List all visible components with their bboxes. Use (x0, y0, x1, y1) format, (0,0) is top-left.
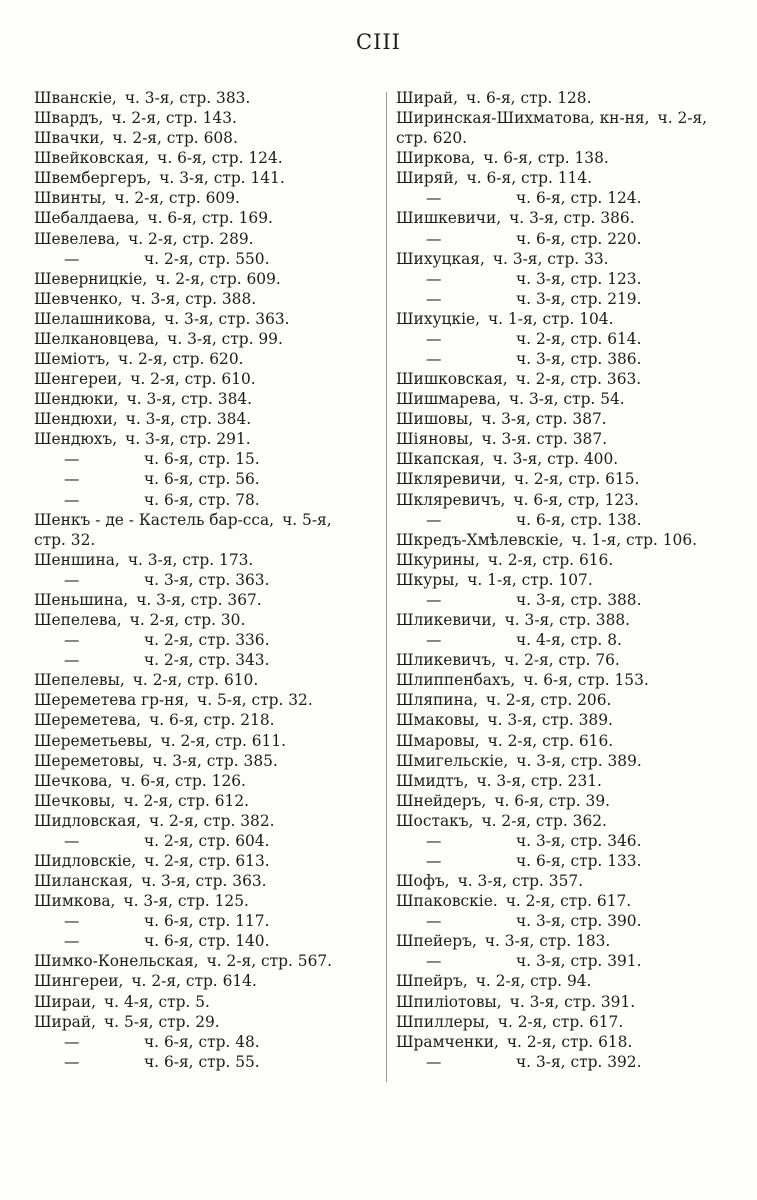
entry-name: Шкляревичъ, (396, 490, 506, 509)
entry-name: Шечкова, (34, 771, 113, 790)
entry-reference: ч. 2-я, стр. 343. (144, 651, 270, 670)
entry-name: Шпейръ, (396, 972, 468, 991)
entry-reference: ч. 2-я, стр. 617. (505, 892, 632, 911)
index-entry (396, 188, 741, 208)
entry-name: стр. 32. (34, 530, 96, 549)
continuation-dash: — (426, 952, 442, 971)
index-entry (34, 530, 379, 550)
entry-reference: ч. 3-я. стр. 387. (481, 430, 608, 449)
entry-name: Шеверницкіе, (34, 269, 148, 288)
entry-reference: ч. 3-я, стр. 363. (144, 570, 270, 589)
entry-name: Шкурины, (396, 550, 480, 569)
entry-name: Шишовы, (396, 410, 474, 429)
entry-name: Шофъ, (396, 872, 450, 891)
entry-reference: ч. 2-я, стр. 612. (123, 791, 250, 810)
entry-name: Шевелева, (34, 229, 121, 248)
entry-name: Шишкевичи, (396, 209, 502, 228)
entry-reference: ч. 2-я, стр. 617. (497, 1012, 624, 1031)
entry-reference: ч. 5-я, стр. 32. (197, 691, 313, 710)
entry-reference: ч. 3-я, стр. 388. (504, 611, 631, 630)
continuation-dash: — (64, 831, 80, 850)
entry-name: Шереметовы, (34, 751, 145, 770)
entry-reference: ч. 3-я, стр. 363. (141, 872, 267, 891)
entry-name: Ширкова, (396, 149, 476, 168)
entry-reference: ч. 3-я, стр. 389. (487, 711, 613, 730)
index-entry (34, 590, 379, 610)
entry-name: Шпиліотовы, (396, 992, 502, 1011)
entry-reference: ч. 3-я, стр. 391. (516, 952, 642, 971)
entry-reference: ч. 6-я, стр. 218. (149, 711, 275, 730)
index-entry (396, 108, 741, 128)
index-entry (34, 168, 379, 188)
index-entry (396, 791, 741, 811)
entry-name: Шванскіе, (34, 89, 117, 107)
entry-reference: ч. 6-я, стр. 126. (120, 771, 246, 790)
entry-name: Шмигельскіе, (396, 751, 509, 770)
entry-name: Шечковы, (34, 791, 116, 810)
entry-name: Шляпина, (396, 691, 478, 710)
index-entry (34, 971, 379, 991)
index-entry (34, 1052, 379, 1072)
entry-reference: ч. 2-я, стр. 618. (506, 1032, 633, 1051)
entry-reference: ч. 3-я, стр. 183. (484, 932, 611, 951)
continuation-dash: — (426, 831, 442, 850)
continuation-dash: — (426, 289, 442, 308)
entry-reference: ч. 3-я, стр. 385. (152, 751, 278, 770)
entry-reference: ч. 3-я, стр. 125. (123, 892, 249, 911)
entry-reference: ч. 3-я, стр. 387. (481, 410, 607, 429)
entry-name: стр. 620. (396, 129, 468, 148)
entry-name: Шмаровы, (396, 731, 480, 750)
entry-reference: ч. 6-я, стр. 153. (523, 671, 649, 690)
entry-reference: ч. 2-я, стр. 30. (129, 611, 246, 630)
index-entry (34, 831, 379, 851)
entry-reference: ч. 2-я, стр. 76. (504, 651, 620, 670)
index-entry (34, 1032, 379, 1052)
entry-reference: ч. 6-я, стр. 48. (144, 1032, 260, 1051)
index-entry (34, 791, 379, 811)
entry-name: Швейковская, (34, 149, 150, 168)
index-entry (396, 751, 741, 771)
continuation-dash: — (64, 450, 80, 469)
index-entry (34, 208, 379, 228)
index-entry (396, 590, 741, 610)
entry-reference: ч. 2-я, стр. 616. (487, 550, 614, 569)
index-entry (34, 289, 379, 309)
index-entry (396, 289, 741, 309)
index-entry (396, 128, 741, 148)
continuation-dash: — (426, 590, 442, 609)
entry-reference: ч. 3-я, стр. 99. (167, 329, 283, 348)
entry-name: Шереметьевы, (34, 731, 153, 750)
index-entry (34, 108, 379, 128)
entry-name: Шепелевы, (34, 671, 125, 690)
entry-reference: ч. 3-я, стр. 291. (125, 430, 251, 449)
index-entry (396, 1012, 741, 1032)
entry-name: Швинты, (34, 189, 107, 208)
index-entry (34, 229, 379, 249)
index-entry (34, 88, 379, 108)
entry-reference: ч. 2-я, стр. 610. (132, 671, 259, 690)
index-entry (34, 670, 379, 690)
index-entry (396, 610, 741, 630)
index-entry (396, 449, 741, 469)
index-entry (396, 389, 741, 409)
entry-name: Шпиллеры, (396, 1012, 490, 1031)
index-entry (34, 751, 379, 771)
index-entry (396, 731, 741, 751)
entry-reference: ч. 3-я, стр. 141. (159, 169, 285, 188)
entry-name: Шликевичъ, (396, 651, 497, 670)
entry-reference: ч. 6-я, стр. 128. (466, 89, 592, 107)
index-entry (34, 449, 379, 469)
continuation-dash: — (64, 470, 80, 489)
entry-name: Ширай, (396, 89, 458, 107)
entry-name: Шимкова, (34, 892, 116, 911)
entry-reference: ч. 2-я, стр. 611. (160, 731, 287, 750)
entry-reference: ч. 3-я, стр. 384. (125, 410, 252, 429)
entry-reference: ч. 6-я, стр. 39. (494, 791, 611, 810)
entry-name: Шендюхи, (34, 410, 118, 429)
index-entry (396, 469, 741, 489)
continuation-dash: — (64, 1052, 80, 1071)
entry-name: Шираи, (34, 992, 96, 1011)
index-entry (34, 992, 379, 1012)
entry-reference: ч. 3-я, стр. 400. (492, 450, 619, 469)
entry-reference: ч. 1-я, стр. 106. (571, 530, 698, 549)
index-entry (396, 530, 741, 550)
continuation-dash: — (426, 269, 442, 288)
continuation-dash: — (426, 510, 442, 529)
index-entry (396, 670, 741, 690)
entry-reference: ч. 6-я, стр. 138. (516, 510, 642, 529)
entry-name: Шкуры, (396, 570, 460, 589)
entry-name: Шпейеръ, (396, 932, 477, 951)
index-entry (34, 469, 379, 489)
entry-reference: ч. 3-я, стр. 367. (136, 590, 262, 609)
entry-reference: ч. 2-я, стр. 614. (131, 972, 257, 991)
index-entry (34, 490, 379, 510)
entry-reference: ч. 2-я, стр. 620. (118, 350, 244, 369)
entry-name: Шихуцкая, (396, 249, 485, 268)
entry-name: Шепелева, (34, 611, 122, 630)
index-entry (34, 911, 379, 931)
index-entry (34, 329, 379, 349)
entry-reference: ч. 6-я, стр. 124. (157, 149, 283, 168)
index-entry (396, 490, 741, 510)
entry-reference: ч. 2-я, стр. 610. (130, 370, 256, 389)
entry-reference: ч. 2-я, стр. 206. (485, 691, 612, 710)
continuation-dash: — (426, 189, 442, 208)
entry-reference: ч. 6-я, стр. 133. (516, 851, 642, 870)
entry-name: Шелашникова, (34, 309, 157, 328)
index-entry (396, 811, 741, 831)
index-entry (396, 329, 741, 349)
entry-name: Шеміотъ, (34, 350, 111, 369)
index-entry (34, 570, 379, 590)
entry-name: Шкляревичи, (396, 470, 506, 489)
page-number: CIII (356, 30, 401, 54)
entry-name: Ширяй, (396, 169, 459, 188)
index-entry (34, 550, 379, 570)
entry-reference: ч. 3-я, стр. 390. (516, 912, 642, 931)
entry-reference: ч. 3-я, стр. 363. (164, 309, 290, 328)
entry-reference: ч. 6-я, стр. 220. (516, 229, 642, 248)
index-entry (34, 731, 379, 751)
entry-reference: ч. 4-я, стр. 8. (516, 631, 622, 650)
entry-name: Шенгереи, (34, 370, 123, 389)
index-entry (396, 349, 741, 369)
entry-reference: ч. 2-я, стр. 613. (144, 851, 270, 870)
entry-reference: ч. 2-я, стр. 94. (475, 972, 592, 991)
entry-name: Шевченко, (34, 289, 123, 308)
continuation-dash: — (426, 851, 442, 870)
index-entry (34, 188, 379, 208)
entry-name: Шидловская, (34, 811, 142, 830)
entry-reference: ч. 3-я, стр. 386. (509, 209, 635, 228)
entry-reference: ч. 6-я, стр. 114. (466, 169, 593, 188)
continuation-dash: — (64, 651, 80, 670)
column-divider (386, 92, 387, 1082)
index-entry (396, 269, 741, 289)
entry-reference: ч. 2-я, стр. 615. (513, 470, 640, 489)
index-entry (396, 249, 741, 269)
entry-name: Шиланская, (34, 872, 134, 891)
index-entry (34, 510, 379, 530)
entry-reference: ч. 3-я, стр. 388. (516, 590, 642, 609)
entry-name: Шпаковскіе. (396, 892, 498, 911)
index-entry (396, 88, 741, 108)
index-entry (34, 771, 379, 791)
entry-name: Ширай, (34, 1012, 96, 1031)
index-entry (34, 128, 379, 148)
continuation-dash: — (64, 249, 80, 268)
entry-name: Шимко-Конельская, (34, 952, 199, 971)
index-entry (34, 851, 379, 871)
entry-reference: ч. 3-я, стр. 388. (130, 289, 257, 308)
entry-reference: ч. 6-я, стр. 56. (144, 470, 260, 489)
continuation-dash: — (64, 490, 80, 509)
entry-name: Шнейдеръ, (396, 791, 487, 810)
entry-name: Шеншина, (34, 550, 120, 569)
entry-reference: ч. 2-я, стр. 289. (128, 229, 254, 248)
entry-reference: ч. 2-я, (657, 109, 708, 128)
index-entry (396, 148, 741, 168)
index-entry (396, 992, 741, 1012)
entry-name: Шмидтъ, (396, 771, 469, 790)
continuation-dash: — (64, 570, 80, 589)
entry-name: Шингереи, (34, 972, 124, 991)
entry-reference: ч. 3-я, стр. 219. (516, 289, 642, 308)
entry-reference: ч. 6-я, стр. 15. (144, 450, 260, 469)
continuation-dash: — (426, 229, 442, 248)
entry-name: Шенкъ - де - Кастель бар-сса, (34, 510, 275, 529)
index-entry (34, 951, 379, 971)
index-entry (396, 951, 741, 971)
index-entry (396, 971, 741, 991)
entry-reference: ч. 2-я, стр. 550. (144, 249, 270, 268)
entry-reference: ч. 2-я, стр. 616. (487, 731, 614, 750)
index-entry (396, 309, 741, 329)
entry-name: Шихуцкіе, (396, 309, 480, 328)
entry-name: Шкапская, (396, 450, 485, 469)
index-entry (34, 690, 379, 710)
index-entry (34, 249, 379, 269)
index-entry (34, 811, 379, 831)
entry-reference: ч. 3-я, стр. 386. (516, 350, 642, 369)
index-entry (396, 409, 741, 429)
entry-name: Шликевичи, (396, 611, 497, 630)
entry-reference: ч. 3-я, стр. 391. (509, 992, 636, 1011)
entry-reference: ч. 3-я, стр. 357. (457, 872, 584, 891)
continuation-dash: — (426, 912, 442, 931)
entry-name: Швачки, (34, 129, 105, 148)
entry-reference: ч. 6-я, стр. 124. (516, 189, 642, 208)
continuation-dash: — (64, 631, 80, 650)
index-entry (396, 891, 741, 911)
continuation-dash: — (64, 912, 80, 931)
continuation-dash: — (426, 631, 442, 650)
continuation-dash: — (426, 350, 442, 369)
index-entry (34, 269, 379, 289)
entry-reference: ч. 6-я, стр. 140. (144, 932, 270, 951)
index-entry (34, 650, 379, 670)
entry-reference: ч. 2-я, стр. 382. (149, 811, 275, 830)
entry-reference: ч. 3-я, стр. 392. (516, 1052, 642, 1071)
entry-reference: ч. 6-я, стр. 78. (144, 490, 260, 509)
entry-reference: ч. 3-я, стр. 346. (516, 831, 642, 850)
index-entry (396, 1052, 741, 1072)
index-entry (34, 891, 379, 911)
index-entry (396, 690, 741, 710)
index-entry (396, 851, 741, 871)
entry-reference: ч. 2-я, стр. 604. (144, 831, 270, 850)
entry-reference: ч. 2-я, стр. 609. (155, 269, 281, 288)
index-entry (34, 369, 379, 389)
continuation-dash: — (64, 1032, 80, 1051)
entry-reference: ч. 2-я, стр. 608. (112, 129, 238, 148)
index-entry (396, 911, 741, 931)
continuation-dash: — (426, 329, 442, 348)
index-entry (396, 931, 741, 951)
entry-reference: ч. 2-я, стр. 143. (111, 109, 237, 128)
entry-name: Шеньшина, (34, 590, 129, 609)
index-entry (396, 630, 741, 650)
index-entry (396, 168, 741, 188)
entry-reference: ч. 3-я, стр. 123. (516, 269, 642, 288)
entry-name: Шлиппенбахъ, (396, 671, 516, 690)
entry-name: Шендюхъ, (34, 430, 118, 449)
entry-name: Швембергеръ, (34, 169, 152, 188)
entry-reference: ч. 3-я, стр. 231. (476, 771, 602, 790)
entry-name: Шидловскіе, (34, 851, 137, 870)
index-entry (396, 1032, 741, 1052)
entry-reference: ч. 3-я, стр. 383. (124, 89, 251, 107)
entry-reference: ч. 5-я, (282, 510, 332, 529)
entry-reference: ч. 3-я, стр. 54. (508, 390, 625, 409)
index-entry (34, 309, 379, 329)
entry-reference: ч. 3-я, стр. 173. (127, 550, 254, 569)
entry-reference: ч. 6-я, стр. 55. (144, 1052, 260, 1071)
entry-name: Швардъ, (34, 109, 104, 128)
entry-name: Ширинская-Шихматова, кн-ня, (396, 109, 650, 128)
entry-reference: ч. 6-я, стр, 123. (513, 490, 639, 509)
index-entry (396, 710, 741, 730)
entry-reference: ч. 5-я, стр. 29. (104, 1012, 220, 1031)
index-entry (396, 570, 741, 590)
entry-name: Шмаковы, (396, 711, 480, 730)
entry-reference: ч. 1-я, стр. 107. (467, 570, 593, 589)
entry-reference: ч. 4-я, стр. 5. (104, 992, 210, 1011)
entry-name: Шкредъ-Хмѣлевскіе, (396, 530, 564, 549)
index-entry (34, 931, 379, 951)
entry-name: Шишмарева, (396, 390, 501, 409)
index-entry (34, 610, 379, 630)
entry-name: Шендюки, (34, 390, 119, 409)
entry-reference: ч. 2-я, стр. 567. (206, 952, 333, 971)
continuation-dash: — (426, 1052, 442, 1071)
index-entry (34, 1012, 379, 1032)
index-entry (396, 831, 741, 851)
index-entry (34, 148, 379, 168)
index-entry (396, 208, 741, 228)
entry-reference: ч. 6-я, стр. 117. (144, 912, 270, 931)
entry-name: Шереметева, (34, 711, 142, 730)
index-entry (396, 650, 741, 670)
entry-reference: ч. 2-я, стр. 614. (516, 329, 642, 348)
index-entry (34, 389, 379, 409)
index-entry (34, 710, 379, 730)
index-entry (396, 510, 741, 530)
entry-reference: ч. 3-я, стр. 384. (126, 390, 253, 409)
entry-reference: ч. 3-я, стр. 389. (516, 751, 642, 770)
index-entry (396, 550, 741, 570)
entry-reference: ч. 1-я, стр. 104. (488, 309, 614, 328)
left-column (34, 88, 379, 1072)
entry-name: Шрамченки, (396, 1032, 499, 1051)
continuation-dash: — (64, 932, 80, 951)
index-entry (34, 429, 379, 449)
index-entry (34, 349, 379, 369)
entry-reference: ч. 2-я, стр. 336. (144, 631, 270, 650)
index-entry (396, 771, 741, 791)
index-entry (396, 871, 741, 891)
index-entry (34, 409, 379, 429)
entry-reference: ч. 2-я, стр. 609. (114, 189, 240, 208)
entry-name: Шостакъ, (396, 811, 474, 830)
entry-reference: ч. 3-я, стр. 33. (492, 249, 609, 268)
entry-name: Шелкановцева, (34, 329, 160, 348)
index-entry (34, 871, 379, 891)
entry-reference: ч. 6-я, стр. 169. (147, 209, 273, 228)
entry-name: Шишковская, (396, 370, 508, 389)
index-entry (396, 229, 741, 249)
entry-reference: ч. 2-я, стр. 363. (515, 370, 642, 389)
index-entry (34, 630, 379, 650)
entry-name: Шебалдаева, (34, 209, 140, 228)
entry-name: Шереметева гр-ня, (34, 691, 190, 710)
entry-name: Шіяновы, (396, 430, 474, 449)
right-column (396, 88, 741, 1072)
index-entry (396, 429, 741, 449)
entry-reference: ч. 2-я, стр. 362. (481, 811, 607, 830)
index-entry (396, 369, 741, 389)
entry-reference: ч. 6-я, стр. 138. (483, 149, 609, 168)
